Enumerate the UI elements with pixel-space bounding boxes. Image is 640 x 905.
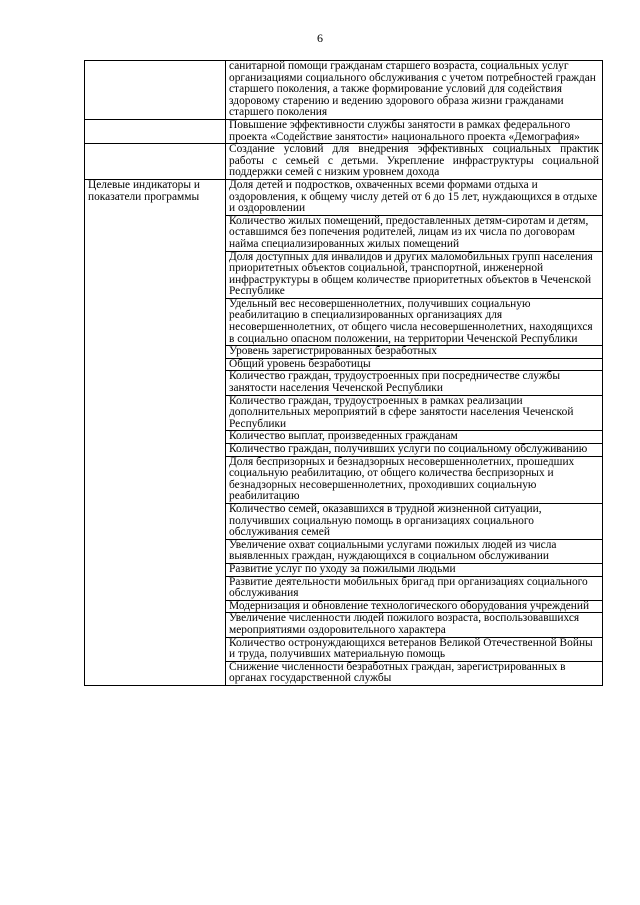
table-row xyxy=(85,144,603,180)
indicator-item: Развитие деятельности мобильных бригад при организациях социального обслуживания xyxy=(226,576,603,600)
indicator-item: Количество выплат, произведенных гражданам xyxy=(226,431,603,444)
table-row xyxy=(85,119,603,143)
indicators-label: Целевые индикаторы и показатели программы xyxy=(85,179,226,685)
label-cell-empty xyxy=(85,119,226,143)
indicator-item: Доля беспризорных и безнадзорных несовершеннолетних, прошедших социальную реабилитацию, от общего количества беспризорных и безнадзорных несовершеннолетних, проходивших социальную реабилитацию xyxy=(226,456,603,503)
page-number: 6 xyxy=(317,31,323,45)
content-cell: санитарной помощи гражданам старшего возраста, социальных услуг организациями социального обслуживания с учетом потребностей граждан старшего поколения, а также формирование условий для содействия здоровому старению и ведению здорового образа жизни гражданами старшего поколения xyxy=(226,61,603,120)
label-cell-empty xyxy=(85,61,226,120)
indicator-item: Снижение численности безработных граждан, зарегистрированных в органах государственной службы xyxy=(226,661,603,685)
program-passport-table xyxy=(84,60,603,686)
indicator-item: Количество граждан, трудоустроенных при посредничестве службы занятости населения Чеченской Республики xyxy=(226,371,603,395)
indicator-item: Доля детей и подростков, охваченных всеми формами отдыха и оздоровления, к общему числу детей от 6 до 15 лет, нуждающихся в отдыхе и оздоровлении xyxy=(226,179,603,215)
indicator-item: Общий уровень безработицы xyxy=(226,358,603,371)
indicator-item: Количество жилых помещений, предоставленных детям-сиротам и детям, оставшимся без попечения родителей, лицам из их числа по договорам найма специализированных жилых помещений xyxy=(226,215,603,251)
indicator-item: Количество граждан, трудоустроенных в рамках реализации дополнительных мероприятий в сфере занятости населения Чеченской Республики xyxy=(226,395,603,431)
indicator-item: Доля доступных для инвалидов и других маломобильных групп населения приоритетных объектов социальной, транспортной, инженерной инфраструктуры в общем количестве приоритетных объектов в Чеченской Республике xyxy=(226,251,603,298)
indicator-item: Развитие услуг по уходу за пожилыми людьми xyxy=(226,563,603,576)
table-row xyxy=(85,61,603,120)
indicator-item: Увеличение численности людей пожилого возраста, воспользовавшихся мероприятиями оздоровительного характера xyxy=(226,613,603,637)
label-cell-empty xyxy=(85,144,226,180)
indicator-item: Увеличение охват социальными услугами пожилых людей из числа выявленных граждан, нуждающихся в социальном обслуживании xyxy=(226,539,603,563)
content-cell: Создание условий для внедрения эффективных социальных практик работы с семьей с детьми. Укрепление инфраструктуры социальной поддержки семей с низким уровнем дохода xyxy=(226,144,603,180)
indicator-item: Удельный вес несовершеннолетних, получивших социальную реабилитацию в специализированных организациях для несовершеннолетних, от общего числа несовершеннолетних, находящихся в социально опасном положении, на территории Чеченской Республики xyxy=(226,298,603,345)
indicator-item: Количество семей, оказавшихся в трудной жизненной ситуации, получивших социальную помощь в организациях социального обслуживания семей xyxy=(226,503,603,539)
indicator-item: Уровень зарегистрированных безработных xyxy=(226,346,603,359)
indicator-item: Количество остронуждающихся ветеранов Великой Отечественной Войны и труда, получивших материальную помощь xyxy=(226,637,603,661)
indicator-item: Модернизация и обновление технологического оборудования учреждений xyxy=(226,600,603,613)
indicator-item: Количество граждан, получивших услуги по социальному обслуживанию xyxy=(226,444,603,457)
table-row xyxy=(85,179,603,215)
content-cell: Повышение эффективности службы занятости в рамках федерального проекта «Содействие занятости» национального проекта «Демография» xyxy=(226,119,603,143)
